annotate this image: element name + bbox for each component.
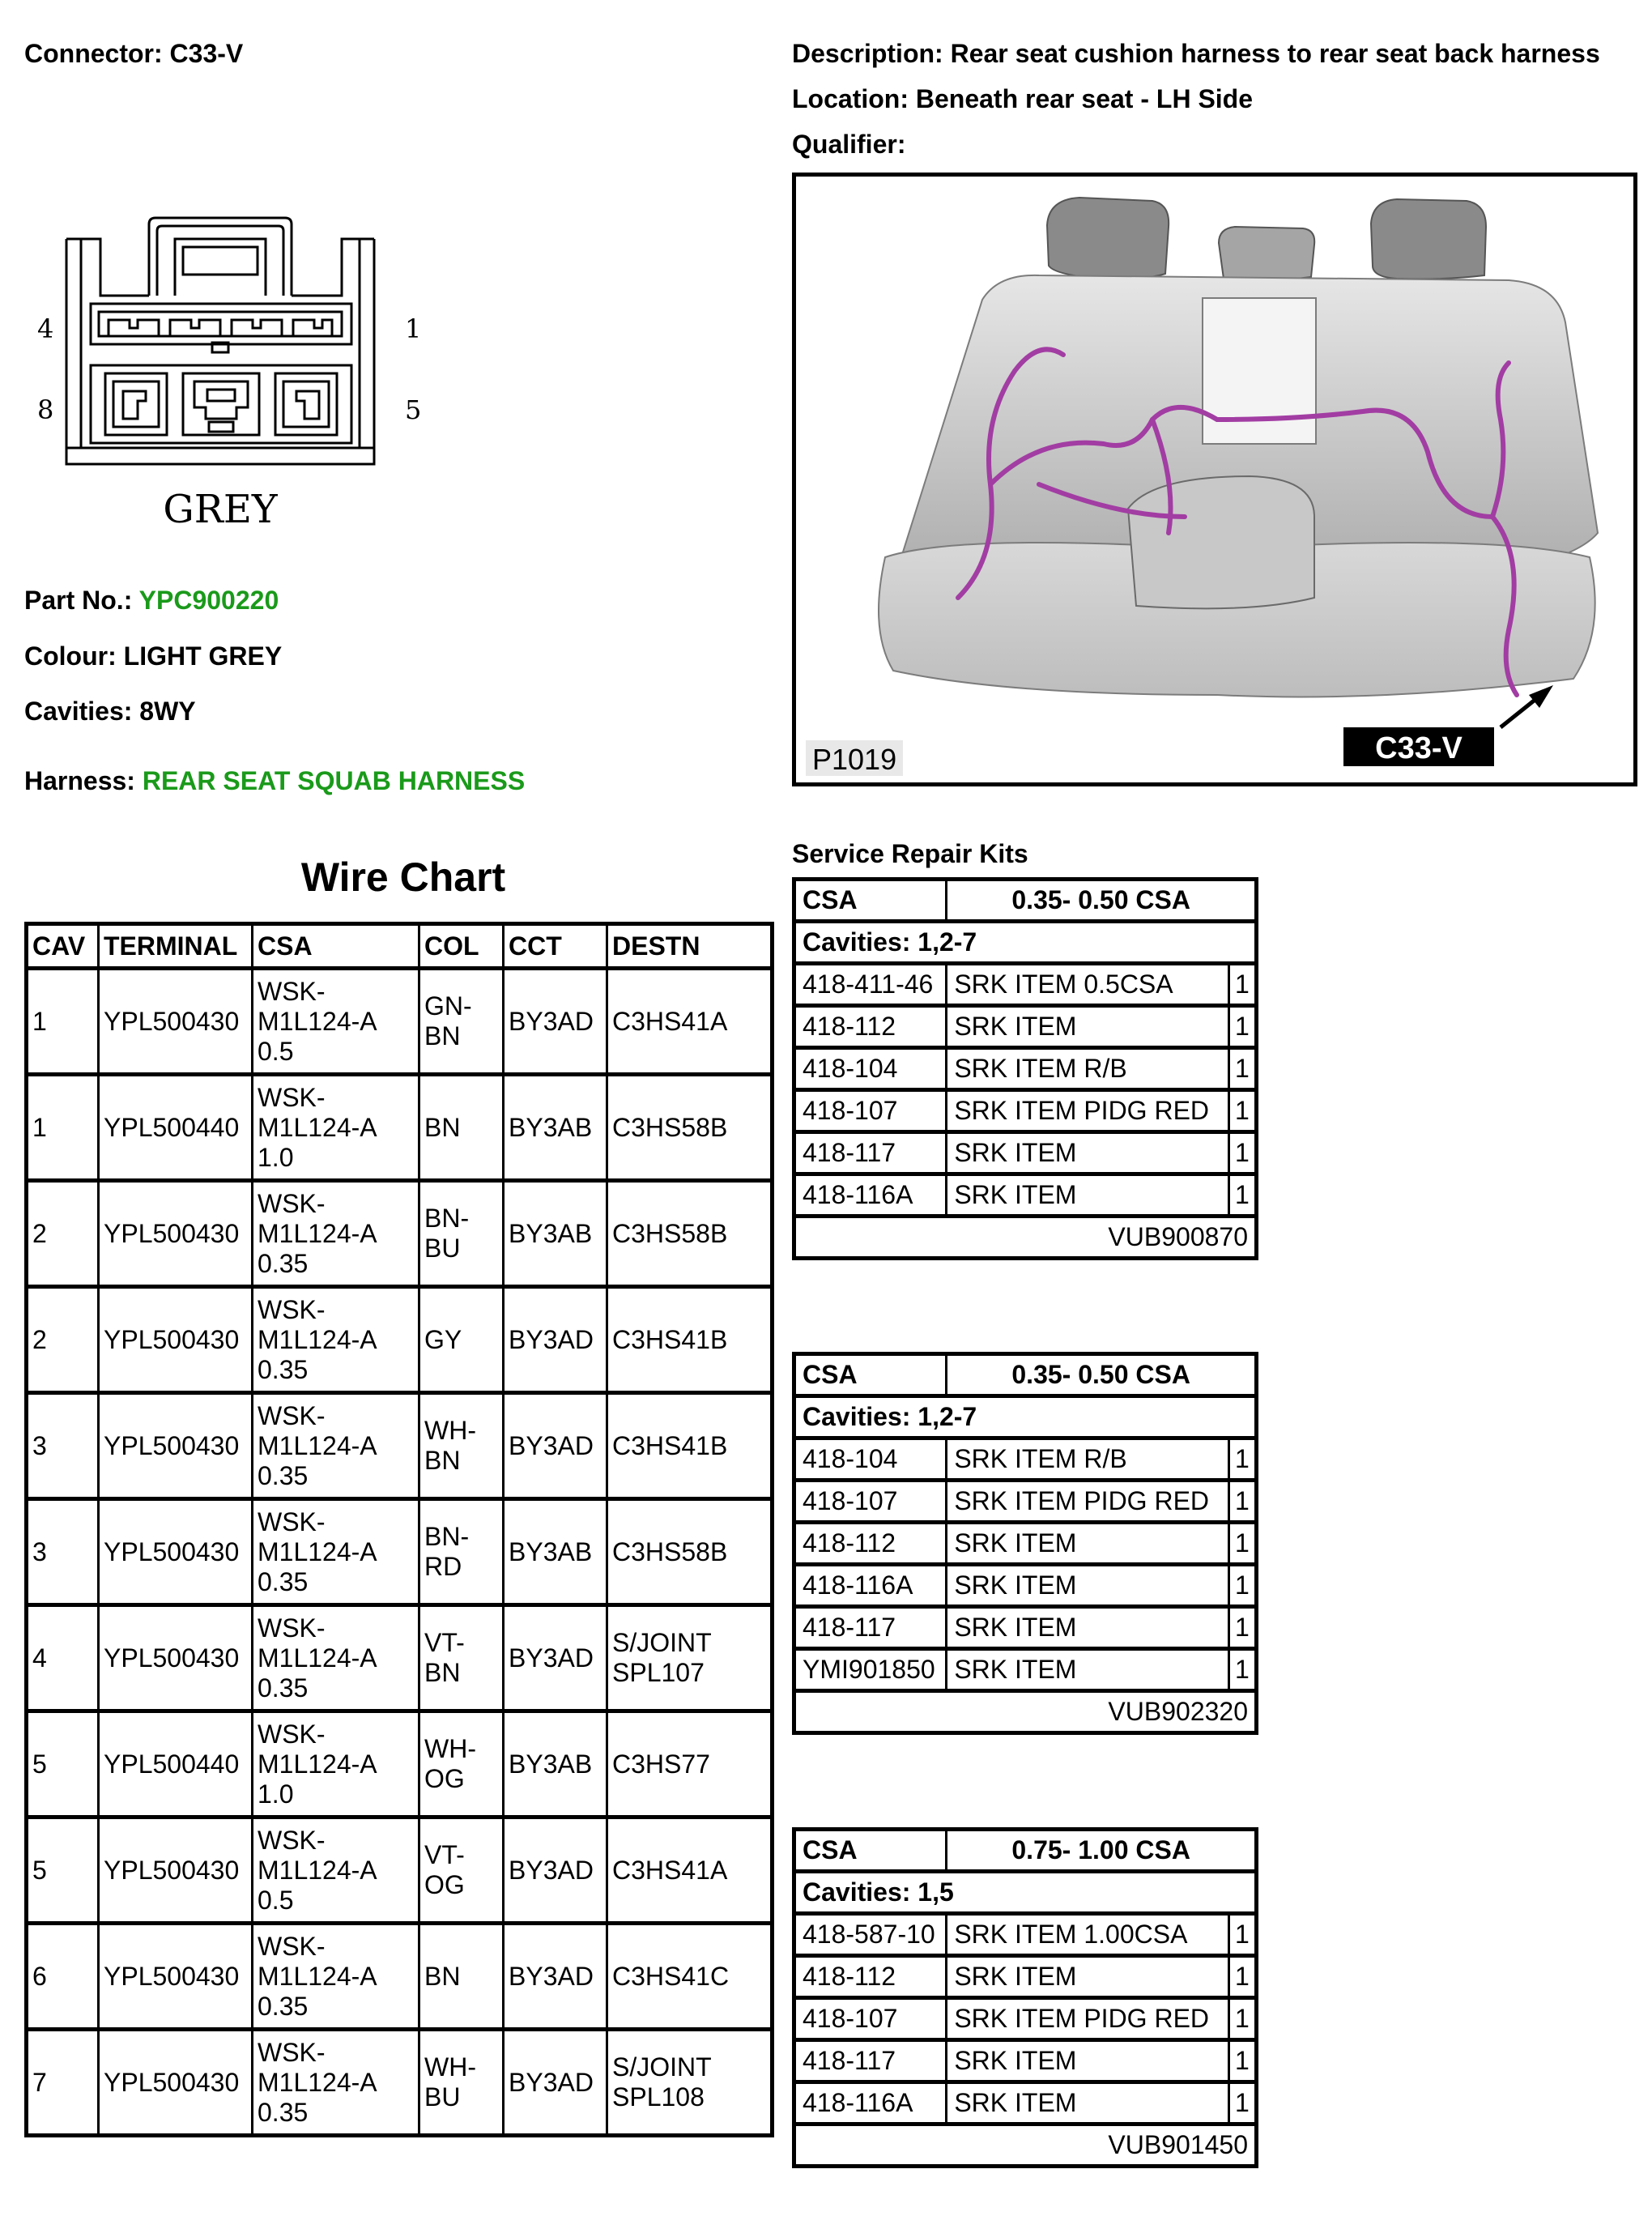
kit-item-part-no: 418-107 [796,2000,947,2042]
description-line [792,37,1600,70]
kit-csa-range: 0.35- 0.50 CSA [947,881,1254,923]
cell-col-line: GN- [424,991,472,1021]
cell-cct: BY3AD [505,1607,608,1713]
table-row [28,970,770,1076]
cell-csa-line: M1L124-A [258,1324,377,1354]
cell-csa-line: WSK- [258,1825,326,1855]
kit-item-description: SRK ITEM 0.5CSA [947,965,1229,1008]
cell-csa-line: WSK- [258,1294,326,1324]
header-terminal: TERMINAL [100,926,253,970]
kit-item-row [796,1440,1254,1482]
cell-col-line: WH- [424,2052,476,2082]
cell-cct: BY3AB [505,1076,608,1183]
cavities-label: Cavities: [24,697,133,726]
kit-item-qty: 1 [1230,1176,1254,1218]
header-csa: CSA [253,926,420,970]
kit-item-description: SRK ITEM [947,1176,1229,1218]
service-repair-kit-table [792,877,1258,1260]
cell-csa-line: WSK- [258,976,326,1006]
kit-item-qty: 1 [1230,965,1254,1008]
cell-destn-line: C3HS41A [612,1006,728,1036]
cell-csa-line: M1L124-A [258,1961,377,1991]
cell-col [420,1819,505,1925]
kit-item-qty: 1 [1230,1566,1254,1609]
cell-col [420,1289,505,1395]
qualifier-line [792,128,905,160]
pin-label-8: 8 [37,394,54,425]
cell-terminal: YPL500430 [100,1289,253,1395]
cell-csa-line: 0.35 [258,1248,309,1278]
table-row [28,1501,770,1607]
cell-cav: 2 [28,1289,100,1395]
kit-number: VUB901450 [1108,2130,1248,2159]
kit-csa-row [796,1831,1254,1873]
cell-terminal: YPL500430 [100,1501,253,1607]
kit-cavities: Cavities: 1,2-7 [796,923,1254,965]
kit-item-qty: 1 [1230,2042,1254,2084]
location-label: Location: [792,84,909,113]
service-repair-kit-table [792,1827,1258,2168]
kit-number-row [796,1218,1254,1256]
kit-item-row [796,1008,1254,1050]
cell-col [420,1607,505,1713]
cell-destn [608,1607,770,1713]
cell-csa [253,970,420,1076]
kit-item-description: SRK ITEM R/B [947,1440,1229,1482]
cell-cav: 4 [28,1607,100,1713]
image-ref-label: P1019 [812,743,897,776]
cell-destn-line: C3HS41B [612,1324,728,1354]
cell-csa-line: WSK- [258,1082,326,1112]
kit-item-qty: 1 [1230,2000,1254,2042]
cell-col-line: BU [424,1234,461,1263]
kit-cavities: Cavities: 1,2-7 [796,1398,1254,1440]
cell-csa-line: WSK- [258,2037,326,2067]
cell-csa-line: WSK- [258,1719,326,1749]
kit-item-part-no: 418-107 [796,1482,947,1524]
cell-destn-line: SPL108 [612,2082,705,2112]
kit-item-row [796,2084,1254,2126]
connector-colour-label: GREY [163,487,278,532]
kit-item-row [796,2000,1254,2042]
service-repair-kits-title: Service Repair Kits [792,839,1028,868]
part-no-label: Part No.: [24,586,133,615]
header-destn: DESTN [608,926,770,970]
kit-item-description: SRK ITEM [947,1651,1229,1693]
cell-cav: 5 [28,1819,100,1925]
service-repair-kit-table [792,1352,1258,1735]
kit-item-part-no: 418-117 [796,1134,947,1176]
cell-destn [608,1395,770,1501]
cell-col [420,1925,505,2031]
cell-destn-line: S/JOINT [612,1628,712,1657]
cell-col-line: BU [424,2082,461,2112]
cell-cav: 1 [28,1076,100,1183]
cell-cct: BY3AD [505,2031,608,2133]
cell-csa-line: M1L124-A [258,1112,377,1142]
cell-csa [253,1289,420,1395]
cell-cct: BY3AD [505,970,608,1076]
kit-item-part-no: 418-107 [796,1092,947,1134]
cell-cct: BY3AB [505,1183,608,1289]
kit-csa-label: CSA [796,1831,947,1873]
cell-terminal: YPL500430 [100,970,253,1076]
connector-face-diagram [24,207,445,539]
kit-item-row [796,1609,1254,1651]
location-value: Beneath rear seat - LH Side [915,84,1254,113]
kit-cavities-row [796,1398,1254,1440]
kit-item-qty: 1 [1230,1651,1254,1693]
kit-item-part-no: YMI901850 [796,1651,947,1693]
kit-cavities-row [796,1873,1254,1916]
cell-csa-line: WSK- [258,1188,326,1218]
cell-destn-line: C3HS58B [612,1536,728,1566]
cell-csa-line: M1L124-A [258,1855,377,1885]
kit-item-qty: 1 [1230,2084,1254,2126]
cell-col-line: OG [424,1870,465,1899]
cell-csa-line: M1L124-A [258,1643,377,1673]
cell-destn-line: C3HS58B [612,1218,728,1248]
description-label: Description: [792,39,943,68]
connector-line [24,37,243,70]
kit-csa-row [796,881,1254,923]
cell-cct: BY3AD [505,1925,608,2031]
kit-item-description: SRK ITEM [947,1609,1229,1651]
kit-item-description: SRK ITEM PIDG RED [947,1092,1229,1134]
cell-terminal: YPL500430 [100,1607,253,1713]
cell-destn [608,1183,770,1289]
cell-terminal: YPL500440 [100,1713,253,1819]
qualifier-label: Qualifier: [792,130,906,159]
kit-item-description: SRK ITEM [947,1958,1229,2000]
pin-label-1: 1 [405,313,422,344]
cell-destn [608,1925,770,2031]
cell-csa [253,1183,420,1289]
cell-cav: 3 [28,1395,100,1501]
seat-location-image [792,173,1637,786]
seat-illustration [796,177,1633,782]
header-cav: CAV [28,926,100,970]
kit-item-qty: 1 [1230,1050,1254,1092]
colour-value: LIGHT GREY [123,641,283,671]
kit-csa-label: CSA [796,1356,947,1398]
cell-csa-line: 0.5 [258,1036,294,1066]
kit-item-qty: 1 [1230,1609,1254,1651]
cell-csa-line: 1.0 [258,1142,294,1172]
kit-item-description: SRK ITEM PIDG RED [947,2000,1229,2042]
kit-item-row [796,1524,1254,1566]
harness-label: Harness: [24,766,135,795]
header-cct: CCT [505,926,608,970]
cell-terminal: YPL500430 [100,1819,253,1925]
cell-col-line: BN [424,1112,461,1142]
cell-cav: 5 [28,1713,100,1819]
kit-item-qty: 1 [1230,1524,1254,1566]
cell-cav: 6 [28,1925,100,2031]
cell-col-line: BN- [424,1522,470,1551]
cell-col-line: GY [424,1324,462,1354]
cell-csa-line: 0.35 [258,1566,309,1596]
cell-csa [253,1819,420,1925]
kit-csa-label: CSA [796,881,947,923]
kit-item-part-no: 418-116A [796,1566,947,1609]
cell-col-line: OG [424,1764,465,1793]
kit-item-description: SRK ITEM [947,2042,1229,2084]
kit-item-description: SRK ITEM [947,1008,1229,1050]
cell-csa [253,2031,420,2133]
cell-destn-line: C3HS41B [612,1430,728,1460]
cell-csa [253,1925,420,2031]
cell-csa [253,1395,420,1501]
cell-csa-line: 1.0 [258,1779,294,1809]
cell-csa-line: M1L124-A [258,1749,377,1779]
cell-cav: 2 [28,1183,100,1289]
pin-label-4: 4 [37,313,54,344]
harness-line [24,765,525,797]
cell-csa-line: WSK- [258,1506,326,1536]
kit-item-part-no: 418-104 [796,1440,947,1482]
cell-col [420,1501,505,1607]
cell-col-line: BN [424,1446,461,1475]
cell-col [420,2031,505,2133]
kit-item-description: SRK ITEM PIDG RED [947,1482,1229,1524]
cell-cct: BY3AB [505,1713,608,1819]
kit-item-part-no: 418-116A [796,1176,947,1218]
kit-item-part-no: 418-112 [796,1958,947,2000]
kit-cavities: Cavities: 1,5 [796,1873,1254,1916]
cell-cav: 1 [28,970,100,1076]
table-row [28,1607,770,1713]
cell-csa [253,1076,420,1183]
cell-terminal: YPL500430 [100,1395,253,1501]
kit-item-part-no: 418-116A [796,2084,947,2126]
kit-item-part-no: 418-587-10 [796,1916,947,1958]
connector-callout-label: C33-V [1375,731,1463,765]
cell-csa-line: M1L124-A [258,1430,377,1460]
table-row [28,1819,770,1925]
kit-item-row [796,1958,1254,2000]
table-row [28,2031,770,2133]
cell-col-line: BN- [424,1204,470,1233]
cell-csa-line: WSK- [258,1931,326,1961]
cell-destn [608,1076,770,1183]
harness-value[interactable]: REAR SEAT SQUAB HARNESS [142,766,526,795]
kit-item-qty: 1 [1230,1440,1254,1482]
cavities-line [24,695,196,727]
kit-item-row [796,1566,1254,1609]
wire-chart-title: Wire Chart [300,854,506,900]
cell-csa-line: 0.35 [258,1460,309,1490]
kit-item-qty: 1 [1230,1092,1254,1134]
kit-item-part-no: 418-117 [796,1609,947,1651]
cell-col [420,1183,505,1289]
kit-item-row [796,1134,1254,1176]
cell-destn [608,1289,770,1395]
cell-col-line: WH- [424,1734,476,1763]
cell-destn [608,970,770,1076]
cell-csa-line: 0.5 [258,1885,294,1915]
pin-label-5: 5 [405,394,422,425]
cell-terminal: YPL500430 [100,1925,253,2031]
connector-label: Connector: [24,39,163,68]
wire-chart-header-row [28,926,770,970]
kit-item-qty: 1 [1230,1916,1254,1958]
cell-col-line: VT- [424,1628,465,1657]
cell-cct: BY3AD [505,1395,608,1501]
kit-item-row [796,1482,1254,1524]
cell-destn [608,2031,770,2133]
cell-csa-line: 0.35 [258,1673,309,1702]
cell-col [420,1713,505,1819]
kit-item-description: SRK ITEM 1.00CSA [947,1916,1229,1958]
cell-csa-line: M1L124-A [258,1006,377,1036]
kit-item-part-no: 418-117 [796,2042,947,2084]
table-row [28,1395,770,1501]
colour-line [24,640,282,672]
cell-csa [253,1501,420,1607]
kit-item-row [796,1050,1254,1092]
cell-destn-line: C3HS77 [612,1749,710,1779]
kit-item-part-no: 418-112 [796,1008,947,1050]
cell-terminal: YPL500430 [100,2031,253,2133]
kit-item-description: SRK ITEM [947,2084,1229,2126]
kit-item-description: SRK ITEM [947,1566,1229,1609]
cell-destn-line: C3HS41A [612,1855,728,1885]
kit-item-row [796,1916,1254,1958]
kit-csa-range: 0.35- 0.50 CSA [947,1356,1254,1398]
kit-number-row [796,1693,1254,1731]
kit-item-qty: 1 [1230,1958,1254,2000]
cell-destn-line: C3HS58B [612,1112,728,1142]
cell-csa-line: WSK- [258,1400,326,1430]
kit-item-row [796,965,1254,1008]
kit-item-row [796,1651,1254,1693]
cell-cav: 7 [28,2031,100,2133]
cell-col [420,1395,505,1501]
cell-col [420,970,505,1076]
kit-cavities-row [796,923,1254,965]
kit-number: VUB902320 [1108,1697,1248,1726]
cell-csa-line: M1L124-A [258,1536,377,1566]
cell-destn-line: C3HS41C [612,1961,730,1991]
kit-number-row [796,2126,1254,2164]
kit-item-row [796,1092,1254,1134]
cell-col-line: VT- [424,1840,465,1869]
cavities-value: 8WY [139,697,196,726]
cell-destn-line: S/JOINT [612,2052,712,2082]
kit-number: VUB900870 [1108,1222,1248,1251]
kit-item-description: SRK ITEM [947,1524,1229,1566]
cell-csa-line: 0.35 [258,1991,309,2021]
kit-item-description: SRK ITEM [947,1134,1229,1176]
kit-item-part-no: 418-112 [796,1524,947,1566]
table-row [28,1713,770,1819]
cell-col [420,1076,505,1183]
cell-col-line: BN [424,1021,461,1050]
cell-csa [253,1713,420,1819]
cell-col-line: RD [424,1552,462,1581]
cell-cct: BY3AD [505,1289,608,1395]
table-row [28,1183,770,1289]
cell-col-line: WH- [424,1416,476,1445]
kit-item-part-no: 418-104 [796,1050,947,1092]
cell-terminal: YPL500430 [100,1183,253,1289]
kit-csa-range: 0.75- 1.00 CSA [947,1831,1254,1873]
part-no-value[interactable]: YPC900220 [138,586,279,615]
table-row [28,1076,770,1183]
kit-item-row [796,1176,1254,1218]
cell-cct: BY3AD [505,1819,608,1925]
cell-csa-line: M1L124-A [258,1218,377,1248]
part-no-line [24,584,279,616]
cell-csa-line: 0.35 [258,2097,309,2127]
cell-cct: BY3AB [505,1501,608,1607]
cell-terminal: YPL500440 [100,1076,253,1183]
wire-chart-table [24,922,774,2137]
cell-csa-line: M1L124-A [258,2067,377,2097]
cell-csa-line: 0.35 [258,1354,309,1384]
cell-destn [608,1819,770,1925]
description-value: Rear seat cushion harness to rear seat back harness [950,39,1600,68]
cell-csa-line: WSK- [258,1613,326,1643]
cell-destn [608,1713,770,1819]
cell-csa [253,1607,420,1713]
cell-col-line: BN [424,1658,461,1687]
cell-destn [608,1501,770,1607]
table-row [28,1289,770,1395]
kit-item-qty: 1 [1230,1482,1254,1524]
kit-item-description: SRK ITEM R/B [947,1050,1229,1092]
kit-item-part-no: 418-411-46 [796,965,947,1008]
kit-item-row [796,2042,1254,2084]
cell-col-line: BN [424,1961,461,1991]
kit-csa-row [796,1356,1254,1398]
kit-item-qty: 1 [1230,1008,1254,1050]
location-line [792,83,1253,115]
kit-item-qty: 1 [1230,1134,1254,1176]
cell-destn-line: SPL107 [612,1658,705,1687]
cell-cav: 3 [28,1501,100,1607]
connector-value: C33-V [169,39,244,68]
colour-label: Colour: [24,641,117,671]
header-col: COL [420,926,505,970]
table-row [28,1925,770,2031]
